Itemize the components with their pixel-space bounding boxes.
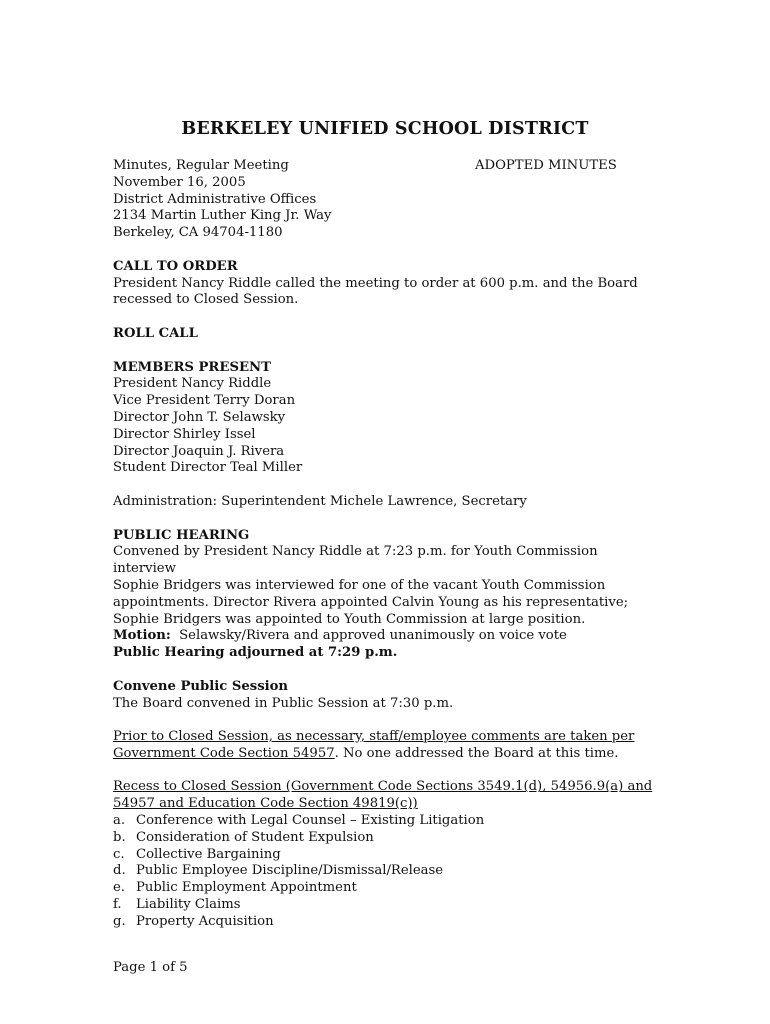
member-item: President Nancy Riddle bbox=[113, 376, 272, 392]
list-item: b. Consideration of Student Expulsion bbox=[113, 829, 374, 845]
paragraph-line: Prior to Closed Session, as necessary, staff/employee comments are taken per bbox=[113, 729, 635, 745]
list-item: e. Public Employment Appointment bbox=[113, 880, 357, 896]
page-number: Page 1 of 5 bbox=[113, 960, 188, 975]
adjourned-line: Public Hearing adjourned at 7:29 p.m. bbox=[113, 645, 398, 661]
paragraph-line: President Nancy Riddle called the meeting to order at 600 p.m. and the Board bbox=[113, 275, 638, 291]
list-item: g. Property Acquisition bbox=[113, 913, 274, 929]
motion-text: Selawsky/Rivera and approved unanimously on voice vote bbox=[170, 628, 567, 644]
location-line: Berkeley, CA 94704-1180 bbox=[113, 225, 283, 241]
status-label: ADOPTED MINUTES bbox=[475, 158, 617, 173]
code-reference: Government Code Section 54957 bbox=[113, 745, 335, 761]
list-item: c. Collective Bargaining bbox=[113, 846, 281, 862]
section-heading: Convene Public Session bbox=[113, 678, 289, 694]
motion-label: Motion: bbox=[113, 628, 171, 644]
motion-line bbox=[113, 628, 673, 645]
member-item: Director John T. Selawsky bbox=[113, 409, 286, 425]
meeting-date: November 16, 2005 bbox=[113, 174, 246, 190]
paragraph-line: The Board convened in Public Session at 7:30 p.m. bbox=[113, 695, 454, 711]
list-item: f. Liability Claims bbox=[113, 897, 241, 913]
document-title: BERKELEY UNIFIED SCHOOL DISTRICT bbox=[181, 119, 589, 139]
location-line: District Administrative Offices bbox=[113, 191, 317, 207]
section-heading: CALL TO ORDER bbox=[113, 258, 238, 274]
section-heading: PUBLIC HEARING bbox=[113, 527, 250, 543]
member-item: Student Director Teal Miller bbox=[113, 460, 303, 476]
paragraph-line: Recess to Closed Session (Government Code Sections 3549.1(d), 54956.9(a) and bbox=[113, 779, 653, 795]
paragraph-line: Sophie Bridgers was interviewed for one of the vacant Youth Commission bbox=[113, 577, 606, 593]
section-heading: ROLL CALL bbox=[113, 325, 198, 341]
paragraph-line: 54957 and Education Code Section 49819(c)) bbox=[113, 796, 418, 812]
administration-line: Administration: Superintendent Michele Lawrence, Secretary bbox=[113, 493, 527, 509]
member-item: Director Joaquin J. Rivera bbox=[113, 443, 285, 459]
list-item: a. Conference with Legal Counsel – Existing Litigation bbox=[113, 813, 485, 829]
member-item: Vice President Terry Doran bbox=[113, 393, 296, 409]
paragraph-line bbox=[113, 746, 673, 763]
location-line: 2134 Martin Luther King Jr. Way bbox=[113, 208, 332, 224]
paragraph-line: interview bbox=[113, 561, 176, 577]
section-heading: MEMBERS PRESENT bbox=[113, 359, 271, 375]
paragraph-line: Convened by President Nancy Riddle at 7:23 p.m. for Youth Commission bbox=[113, 544, 598, 560]
list-item: d. Public Employee Discipline/Dismissal/Release bbox=[113, 863, 444, 879]
document-body bbox=[113, 158, 673, 931]
paragraph-line: recessed to Closed Session. bbox=[113, 292, 299, 308]
paragraph-line: Sophie Bridgers was appointed to Youth Commission at large position. bbox=[113, 611, 586, 627]
paragraph-line: appointments. Director Rivera appointed Calvin Young as his representative; bbox=[113, 594, 629, 610]
member-item: Director Shirley Issel bbox=[113, 426, 256, 442]
meeting-type: Minutes, Regular Meeting bbox=[113, 158, 289, 173]
paragraph-text: . No one addressed the Board at this time. bbox=[334, 745, 619, 761]
